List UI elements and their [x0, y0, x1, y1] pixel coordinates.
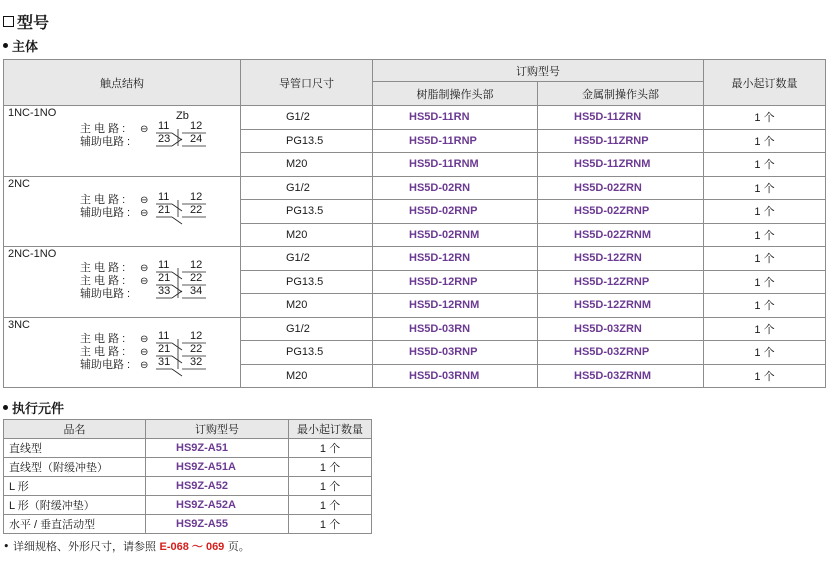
- footnote-page-ref[interactable]: E-068 ～ 069: [159, 541, 225, 553]
- header-order-no: 订购型号: [373, 60, 704, 82]
- actuator-name-cell: 水平 / 垂直活动型: [4, 515, 146, 534]
- contact-lines: [80, 318, 240, 388]
- footnote-prefix: • 详细规格、外形尺寸，请参照: [3, 540, 160, 553]
- min-qty-cell: 1 个: [704, 153, 826, 177]
- resin-order-code: HS5D-11RNM: [373, 153, 538, 177]
- footnote: [3, 538, 250, 554]
- metal-order-code: HS5D-12ZRN: [538, 247, 704, 271]
- actuator-name-cell: L 形（附缓冲垫）: [4, 496, 146, 515]
- resin-order-code: HS5D-11RNP: [373, 129, 538, 153]
- min-qty-cell: 1 个: [704, 270, 826, 294]
- terminal-number: 24: [190, 133, 203, 145]
- resin-order-code: HS5D-12RNP: [373, 270, 538, 294]
- terminal-number: 12: [190, 329, 203, 342]
- terminal-number: 12: [190, 259, 203, 271]
- metal-order-code: HS5D-12ZRNM: [538, 294, 704, 318]
- actuator-name-cell: 直线型（附缓冲垫）: [4, 458, 146, 477]
- metal-order-code: HS5D-03ZRN: [538, 317, 704, 341]
- header-metal-head: 金属制操作头部: [538, 82, 704, 106]
- header-resin-head: 树脂制操作头部: [373, 82, 538, 106]
- actuator-order-code: HS9Z-A51A: [146, 458, 289, 477]
- circuit-label: 辅助电路 :: [80, 288, 131, 300]
- nc-symbol-icon: ⊖: [140, 346, 149, 358]
- terminal-number: 33: [158, 285, 171, 297]
- resin-order-code: HS5D-02RNM: [373, 223, 538, 247]
- contact-structure-label: 2NC-1NO: [8, 248, 57, 260]
- conduit-size-cell: M20: [241, 153, 373, 177]
- actuator-min-qty-cell: 1 个: [289, 477, 372, 496]
- circuit-label: 主 电 路 :: [80, 332, 126, 345]
- actuator-name-cell: L 形: [4, 477, 146, 496]
- actuator-name-cell: 直线型: [4, 439, 146, 458]
- actuator-order-code: HS9Z-A52A: [146, 496, 289, 515]
- contact-structure-cell: [4, 106, 241, 177]
- actuator-section-heading: [3, 398, 64, 417]
- contact-diagram: [80, 177, 240, 247]
- table-row: [4, 439, 372, 458]
- min-qty-cell: 1 个: [704, 247, 826, 271]
- terminal-number: 21: [158, 203, 171, 216]
- terminal-number: 12: [190, 190, 203, 203]
- contact-diagram: [80, 247, 240, 317]
- contact-structure-label: 2NC: [8, 177, 31, 190]
- resin-order-code: HS5D-02RNP: [373, 200, 538, 224]
- table-row: [4, 176, 826, 200]
- metal-order-code: HS5D-11ZRNP: [538, 129, 704, 153]
- actuator-section-label: 执行元件: [12, 401, 65, 416]
- table-row: [4, 496, 372, 515]
- nc-symbol-icon: ⊖: [140, 207, 149, 219]
- min-qty-cell: 1 个: [704, 364, 826, 388]
- nc-symbol-icon: ⊖: [140, 276, 149, 287]
- metal-order-code: HS5D-02ZRNP: [538, 200, 704, 224]
- resin-order-code: HS5D-03RNP: [373, 341, 538, 365]
- header-actuator-order-no: 订购型号: [146, 420, 289, 439]
- page-title-text: 型号: [17, 15, 50, 32]
- min-qty-cell: 1 个: [704, 129, 826, 153]
- table-row: [4, 247, 826, 271]
- nc-symbol-icon: ⊖: [140, 194, 149, 206]
- terminal-number: 23: [158, 133, 171, 145]
- min-qty-cell: 1 个: [704, 106, 826, 130]
- resin-order-code: HS5D-12RN: [373, 247, 538, 271]
- contact-diagram: [80, 106, 240, 176]
- contact-diagram: [80, 318, 240, 388]
- terminal-number: 11: [158, 190, 170, 203]
- metal-order-code: HS5D-11ZRNM: [538, 153, 704, 177]
- contact-structure-cell: [4, 247, 241, 318]
- contact-structure-label: 3NC: [8, 318, 31, 331]
- conduit-size-cell: PG13.5: [241, 341, 373, 365]
- circuit-label: 主 电 路 :: [80, 193, 126, 206]
- circuit-label: 辅助电路 :: [80, 358, 131, 371]
- circuit-label: 辅助电路 :: [80, 136, 131, 148]
- actuator-order-code: HS9Z-A51: [146, 439, 289, 458]
- circuit-label: 辅助电路 :: [80, 206, 131, 219]
- min-qty-cell: 1 个: [704, 317, 826, 341]
- bullet-icon: [3, 43, 8, 48]
- terminal-number: 11: [158, 259, 170, 271]
- actuator-order-code: HS9Z-A52: [146, 477, 289, 496]
- resin-order-code: HS5D-03RN: [373, 317, 538, 341]
- actuator-order-code: HS9Z-A55: [146, 515, 289, 534]
- terminal-number: 21: [158, 272, 171, 284]
- main-section-label: 主体: [12, 39, 39, 54]
- page-title: [3, 10, 49, 33]
- terminal-number: 32: [190, 355, 203, 368]
- resin-order-code: HS5D-03RNM: [373, 364, 538, 388]
- main-section-heading: [3, 36, 38, 55]
- min-qty-cell: 1 个: [704, 176, 826, 200]
- actuator-table: [3, 419, 372, 534]
- resin-order-code: HS5D-02RN: [373, 176, 538, 200]
- min-qty-cell: 1 个: [704, 294, 826, 318]
- conduit-size-cell: G1/2: [241, 176, 373, 200]
- actuator-min-qty-cell: 1 个: [289, 439, 372, 458]
- zb-label: Zb: [176, 110, 189, 122]
- metal-order-code: HS5D-12ZRNP: [538, 270, 704, 294]
- terminal-number: 22: [190, 342, 203, 355]
- min-qty-cell: 1 个: [704, 200, 826, 224]
- header-actuator-min-qty: 最小起订数量: [289, 420, 372, 439]
- contact-structure-cell: [4, 317, 241, 388]
- terminal-number: 31: [158, 355, 171, 368]
- table-row: [4, 106, 826, 130]
- terminal-number: 22: [190, 272, 203, 284]
- table-row: [4, 458, 372, 477]
- nc-symbol-icon: ⊖: [140, 359, 149, 371]
- actuator-min-qty-cell: 1 个: [289, 458, 372, 477]
- terminal-number: 34: [190, 285, 203, 297]
- terminal-number: 11: [158, 329, 170, 342]
- header-actuator-name: 品名: [4, 420, 146, 439]
- terminal-number: 21: [158, 342, 171, 355]
- actuator-min-qty-cell: 1 个: [289, 515, 372, 534]
- contact-lines: [80, 106, 240, 176]
- nc-symbol-icon: ⊖: [140, 333, 149, 345]
- table-row: [4, 477, 372, 496]
- table-row: [4, 317, 826, 341]
- circuit-label: 主 电 路 :: [80, 345, 126, 358]
- min-qty-cell: 1 个: [704, 223, 826, 247]
- conduit-size-cell: M20: [241, 364, 373, 388]
- actuator-min-qty-cell: 1 个: [289, 496, 372, 515]
- metal-order-code: HS5D-11ZRN: [538, 106, 704, 130]
- conduit-size-cell: M20: [241, 294, 373, 318]
- conduit-size-cell: PG13.5: [241, 129, 373, 153]
- metal-order-code: HS5D-02ZRN: [538, 176, 704, 200]
- bullet-icon: [3, 405, 8, 410]
- footnote-suffix: 页。: [224, 540, 250, 553]
- checkbox-square-icon: [3, 16, 14, 27]
- nc-symbol-icon: ⊖: [140, 124, 149, 135]
- contact-structure-cell: [4, 176, 241, 247]
- table-row: [4, 515, 372, 534]
- conduit-size-cell: G1/2: [241, 317, 373, 341]
- contact-lines: [80, 177, 240, 247]
- contact-structure-label: 1NC-1NO: [8, 107, 57, 119]
- header-min-qty: 最小起订数量: [704, 60, 826, 106]
- circuit-label: 主 电 路 :: [80, 123, 126, 135]
- conduit-size-cell: PG13.5: [241, 270, 373, 294]
- resin-order-code: HS5D-11RN: [373, 106, 538, 130]
- circuit-label: 主 电 路 :: [80, 275, 126, 287]
- terminal-number: 22: [190, 203, 203, 216]
- header-contact: 触点结构: [4, 60, 241, 106]
- contact-lines: [80, 247, 240, 317]
- terminal-number: 12: [190, 120, 203, 132]
- main-body-table: [3, 59, 826, 388]
- conduit-size-cell: PG13.5: [241, 200, 373, 224]
- metal-order-code: HS5D-03ZRNM: [538, 364, 704, 388]
- conduit-size-cell: G1/2: [241, 247, 373, 271]
- metal-order-code: HS5D-02ZRNM: [538, 223, 704, 247]
- metal-order-code: HS5D-03ZRNP: [538, 341, 704, 365]
- header-conduit: 导管口尺寸: [241, 60, 373, 106]
- nc-symbol-icon: ⊖: [140, 263, 149, 274]
- conduit-size-cell: G1/2: [241, 106, 373, 130]
- terminal-number: 11: [158, 120, 170, 132]
- resin-order-code: HS5D-12RNM: [373, 294, 538, 318]
- conduit-size-cell: M20: [241, 223, 373, 247]
- circuit-label: 主 电 路 :: [80, 262, 126, 274]
- min-qty-cell: 1 个: [704, 341, 826, 365]
